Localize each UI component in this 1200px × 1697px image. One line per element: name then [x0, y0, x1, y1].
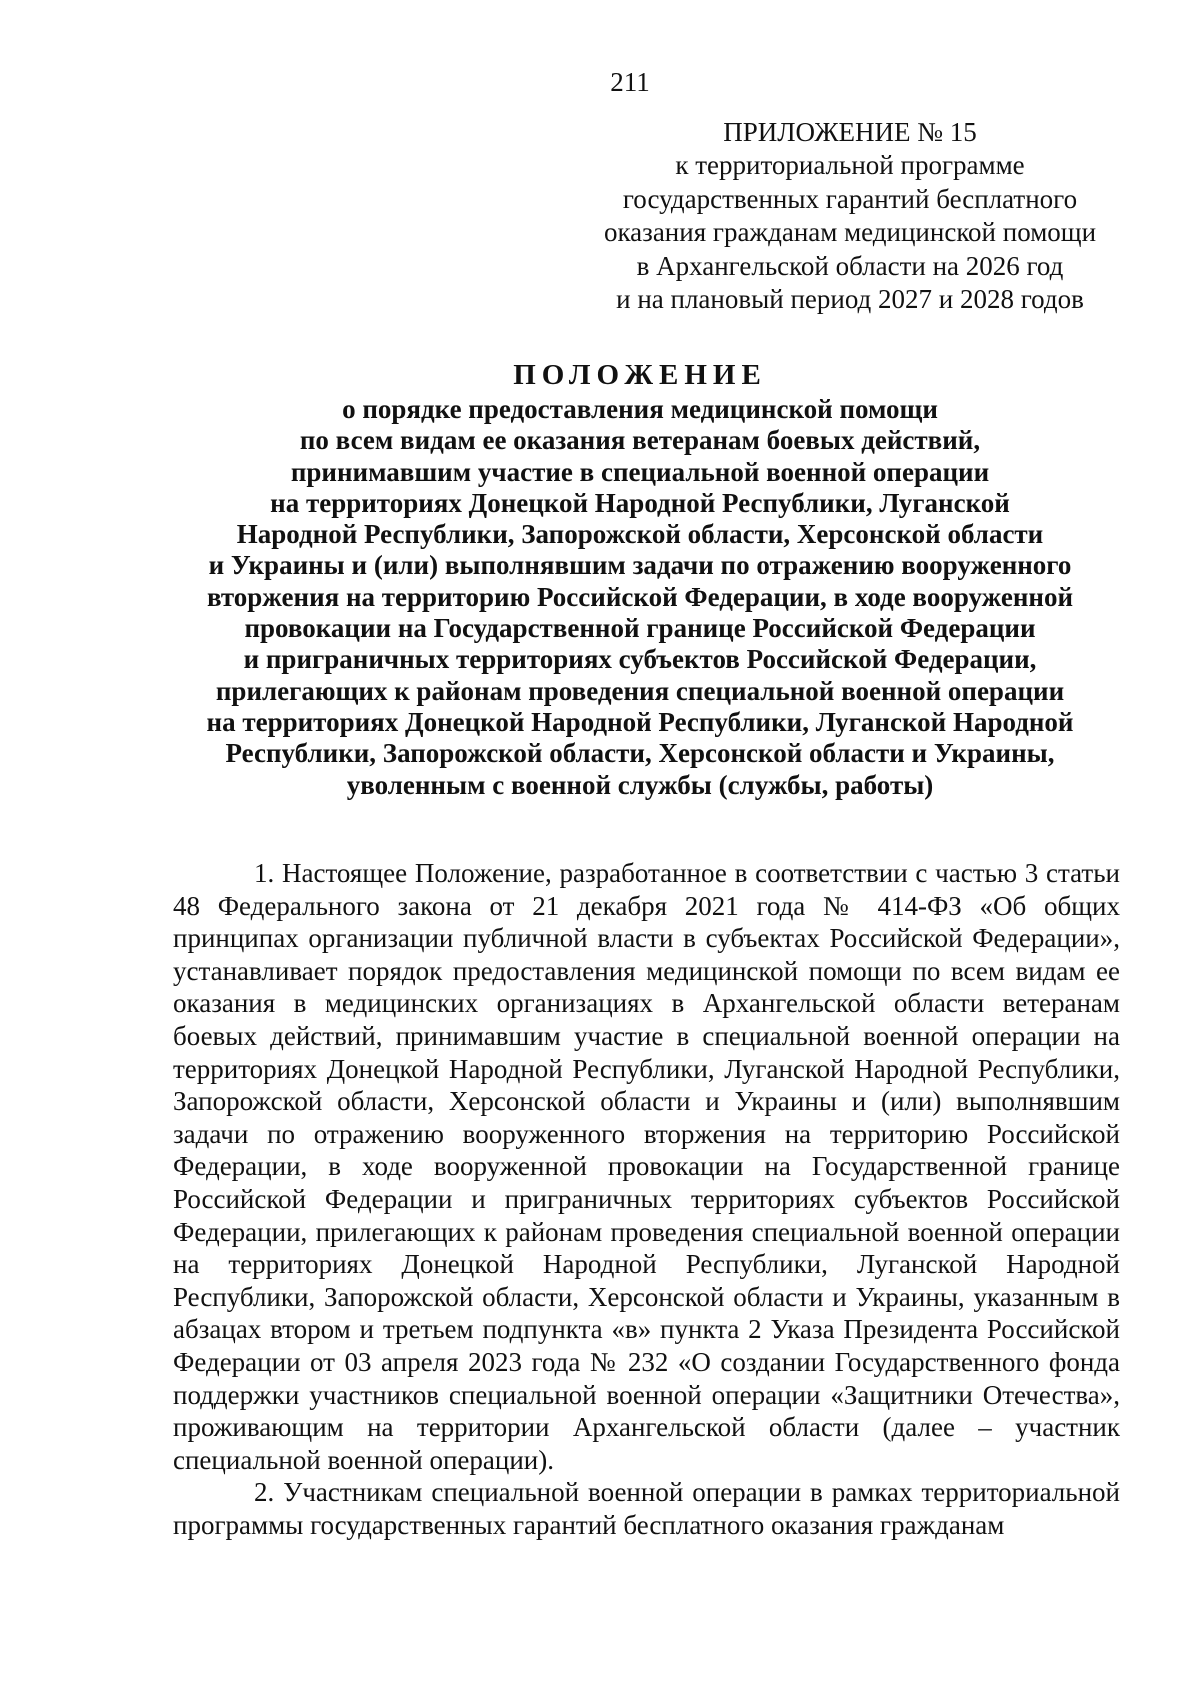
subtitle-line: прилегающих к районам проведения специальной военной операции	[215, 675, 1065, 706]
appendix-line: оказания гражданам медицинской помощи	[603, 217, 1097, 248]
subtitle-line: и Украины и (или) выполнявшим задачи по отражению вооруженного	[208, 550, 1072, 581]
subtitle-line: Республики, Запорожской области, Херсонской области и Украины,	[225, 738, 1055, 769]
document-body	[173, 857, 1120, 1541]
appendix-line: к территориальной программе	[675, 150, 1025, 181]
subtitle-line: вторжения на территорию Российской Федерации, в ходе вооруженной	[206, 581, 1074, 612]
appendix-line: и на плановый период 2027 и 2028 годов	[616, 284, 1084, 315]
subtitle-line: провокации на Государственной границе Российской Федерации	[244, 613, 1036, 644]
document-title: ПОЛОЖЕНИЕ	[513, 359, 767, 391]
paragraph-1: 1. Настоящее Положение, разработанное в соответствии с частью 3 статьи 48 Федерального закона от 21 декабря 2021 года № 414-ФЗ «Об общих принципах организации публичной власти в субъектах Российской Федерации», устанавливает порядок предоставления медицинской помощи по всем видам ее оказания в медицинских организациях в Архангельской области ветеранам боевых действий, принимавшим участие в специальной военной операции на территориях Донецкой Народной Республики, Луганской Народной Республики, Запорожской области, Херсонской области и Украины и (или) выполнявшим задачи по отражению вооруженного вторжения на территорию Российской Федерации, в ходе вооруженной провокации на Государственной границе Российской Федерации и приграничных территориях субъектов Российской Федерации, прилегающих к районам проведения специальной военной операции на территориях Донецкой Народной Республики, Луганской Народной Республики, Запорожской области, Херсонской области и Украины, указанным в абзацах втором и третьем подпункта «в» пункта 2 Указа Президента Российской Федерации от 03 апреля 2023 года № 232 «О создании Государственного фонда поддержки участников специальной военной операции «Защитники Отечества», проживающим на территории Архангельской области (далее – участник специальной военной операции).	[173, 858, 1120, 1475]
appendix-header	[580, 116, 1120, 316]
subtitle-line: на территориях Донецкой Народной Республики, Луганской Народной	[206, 706, 1074, 737]
subtitle-line: уволенным с военной службы (службы, работы)	[346, 769, 934, 800]
subtitle-line: принимавшим участие в специальной военной операции	[290, 456, 990, 487]
appendix-line: государственных гарантий бесплатного	[622, 183, 1078, 214]
paragraph-2: 2. Участникам специальной военной операции в рамках территориальной программы государственных гарантий бесплатного оказания гражданам	[173, 1477, 1120, 1540]
subtitle-line: о порядке предоставления медицинской помощи	[342, 394, 938, 424]
subtitle-line: на территориях Донецкой Народной Республики, Луганской	[270, 487, 1010, 518]
appendix-line: в Архангельской области на 2026 год	[636, 250, 1064, 281]
page-number: 211	[610, 67, 650, 97]
subtitle-line: и приграничных территориях субъектов Российской Федерации,	[243, 644, 1037, 675]
document-subtitle	[150, 394, 1130, 801]
subtitle-line: Народной Республики, Запорожской области, Херсонской области	[236, 519, 1044, 550]
document-heading	[150, 358, 1130, 801]
subtitle-line: по всем видам ее оказания ветеранам боевых действий,	[299, 425, 981, 456]
appendix-title: ПРИЛОЖЕНИЕ № 15	[723, 117, 977, 147]
